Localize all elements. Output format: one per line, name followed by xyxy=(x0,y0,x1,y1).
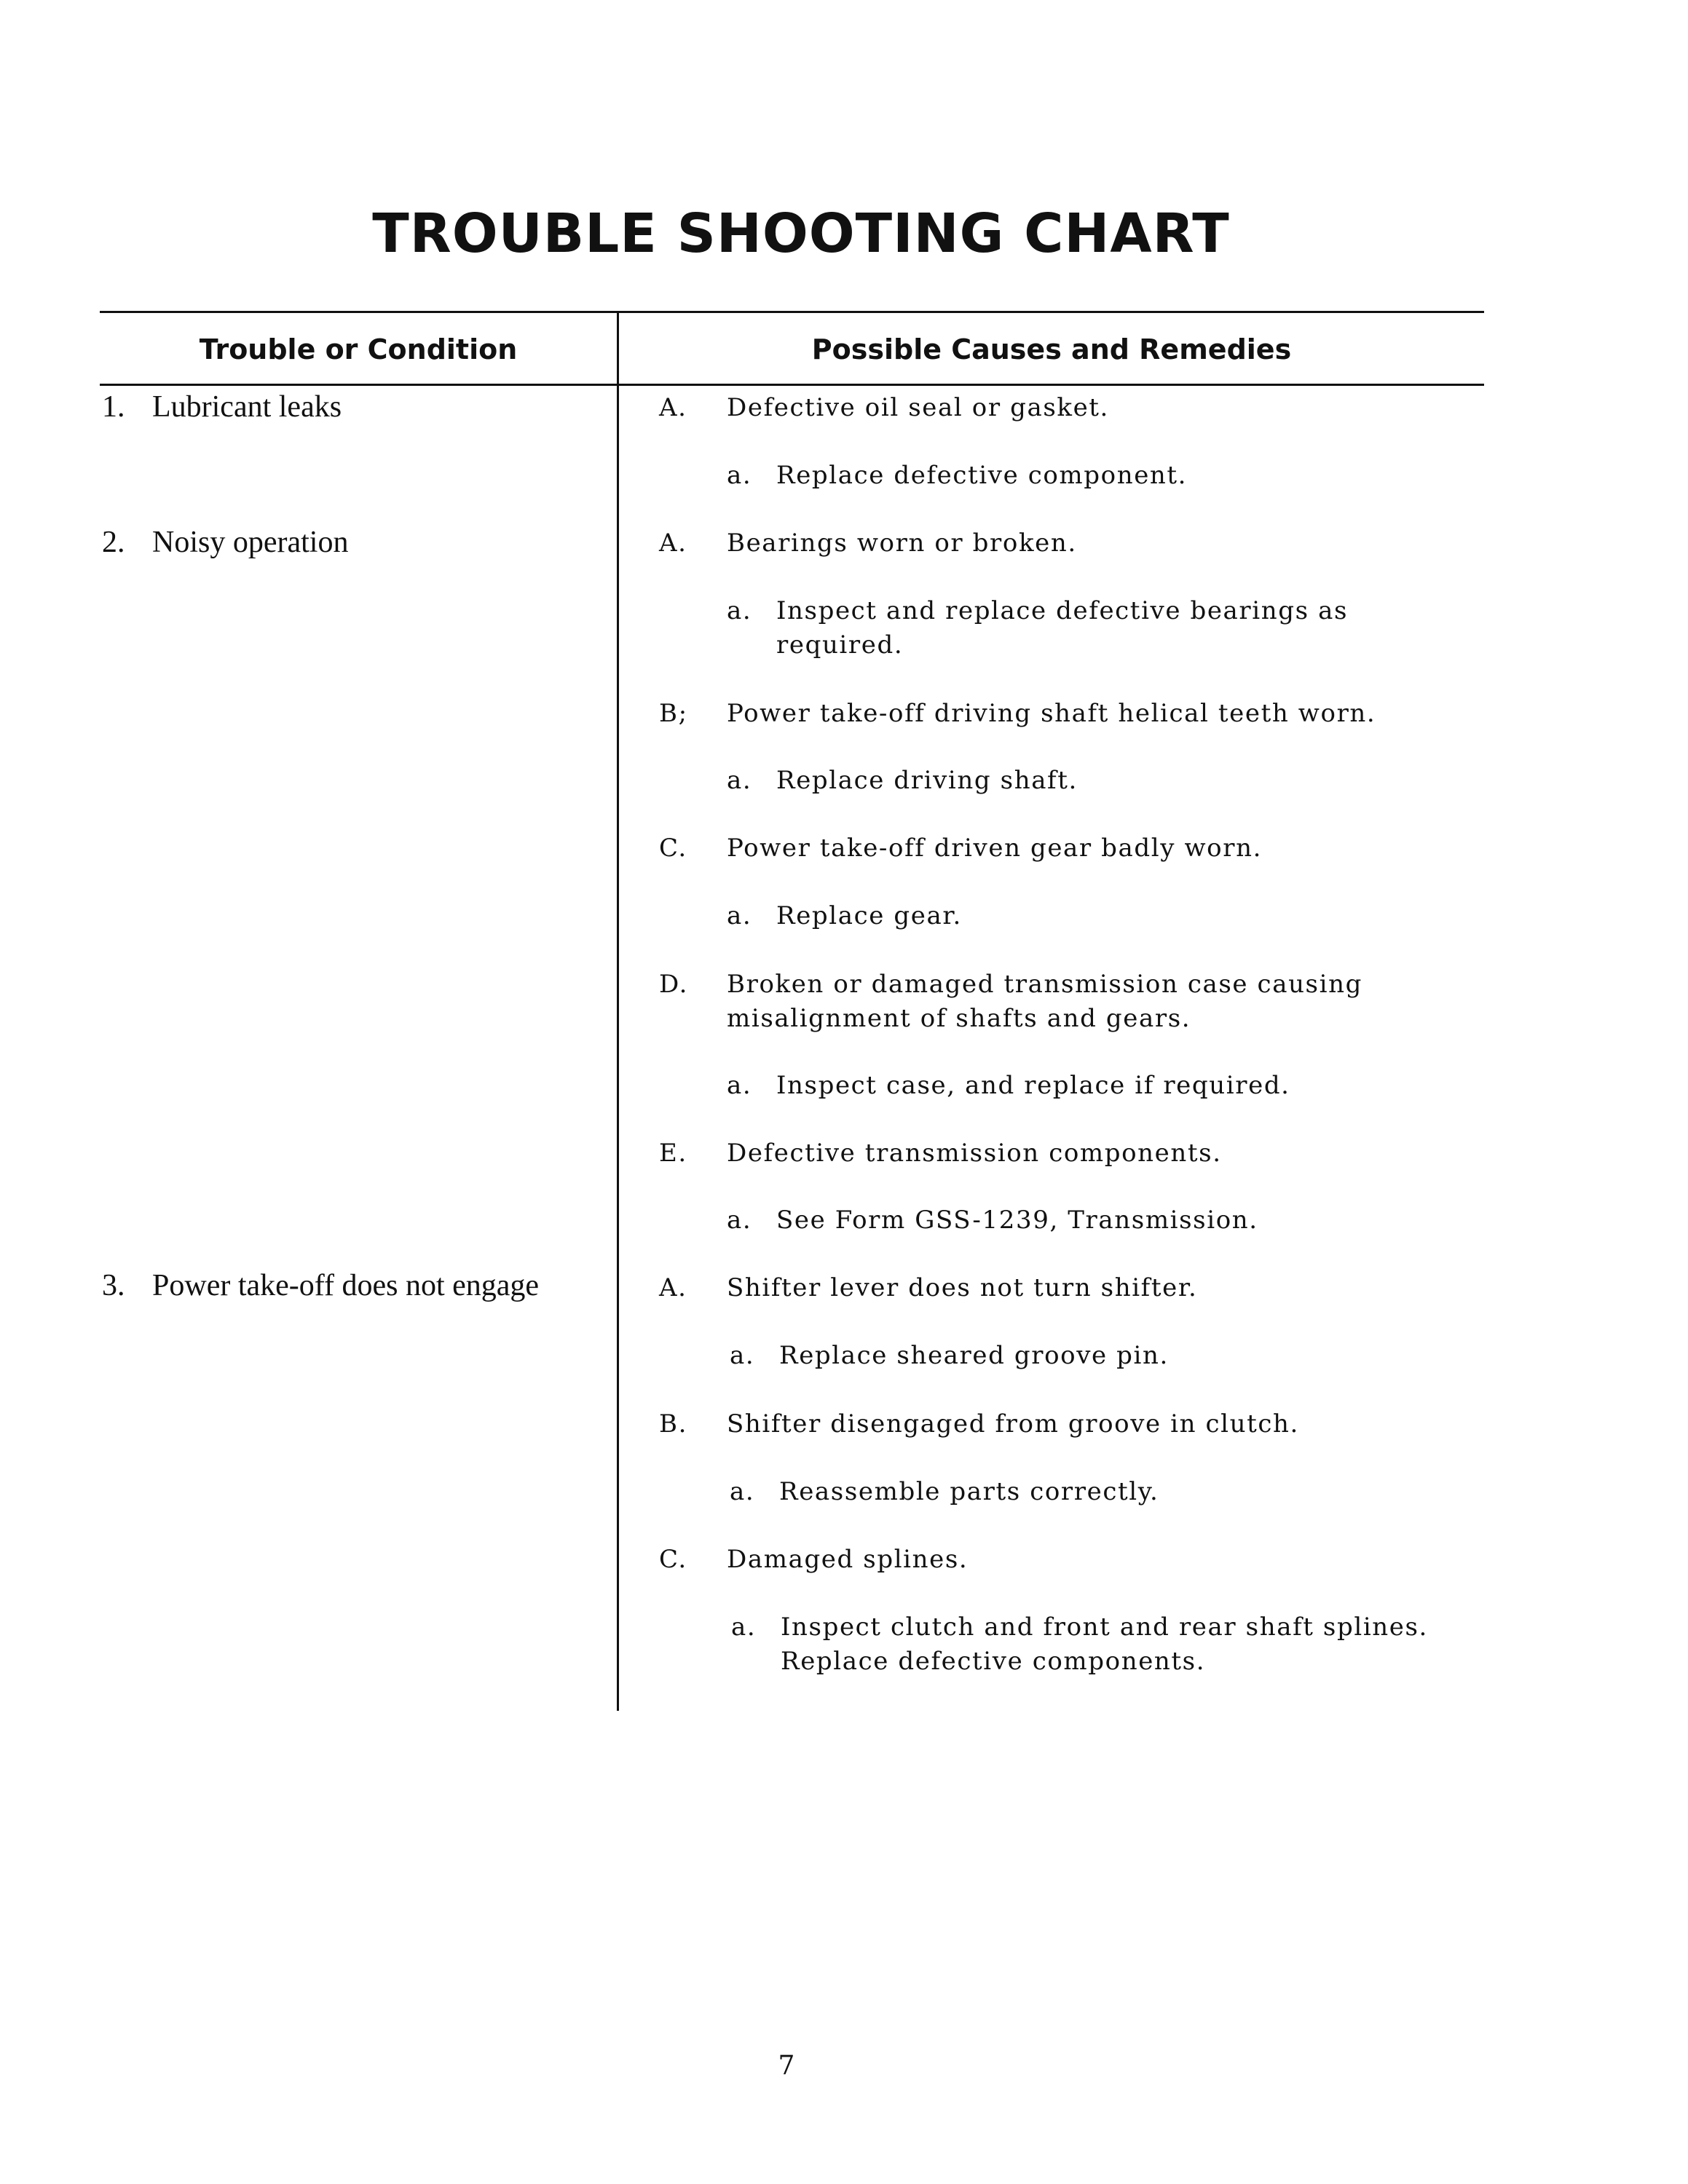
trouble-item xyxy=(102,389,604,424)
trouble-item xyxy=(102,1268,553,1303)
cause-letter: A. xyxy=(659,393,687,422)
cause-text: Power take-off driving shaft helical teeth worn. xyxy=(727,699,1376,728)
remedy-letter: a. xyxy=(727,1071,752,1100)
remedy-item xyxy=(730,1339,1487,1373)
cause-item xyxy=(659,831,1482,866)
remedy-text: Replace sheared groove pin. xyxy=(779,1341,1169,1370)
cause-item xyxy=(659,968,1467,1036)
remedy-text: Inspect case, and replace if required. xyxy=(776,1071,1290,1100)
remedy-item xyxy=(727,1203,1484,1238)
remedy-item xyxy=(727,1069,1484,1103)
remedy-text: Inspect clutch and front and rear shaft splines. Replace defective components. xyxy=(781,1613,1428,1676)
trouble-item xyxy=(102,525,604,560)
remedy-letter: a. xyxy=(731,1613,757,1642)
remedy-text: Replace defective component. xyxy=(776,461,1188,490)
cause-letter: C. xyxy=(659,1545,687,1574)
cause-letter: B; xyxy=(659,699,688,728)
cause-item xyxy=(659,1271,1482,1305)
remedy-item xyxy=(727,594,1440,662)
trouble-number: 1. xyxy=(102,390,125,424)
column-header-trouble: Trouble or Condition xyxy=(199,333,518,365)
cause-text: Bearings worn or broken. xyxy=(727,529,1077,558)
page-title: TROUBLE SHOOTING CHART xyxy=(372,202,1230,265)
remedy-item xyxy=(727,899,1484,933)
cause-letter: E. xyxy=(659,1139,687,1168)
remedy-letter: a. xyxy=(727,766,752,795)
trouble-text: Noisy operation xyxy=(152,526,349,559)
cause-text: Shifter lever does not turn shifter. xyxy=(727,1273,1198,1302)
cause-letter: A. xyxy=(659,1273,687,1302)
remedy-item xyxy=(727,764,1484,798)
cause-letter: D. xyxy=(659,970,689,999)
trouble-text: Power take-off does not engage xyxy=(152,1269,540,1302)
remedy-letter: a. xyxy=(730,1341,755,1370)
cause-text: Damaged splines. xyxy=(727,1545,969,1574)
cause-item xyxy=(659,526,1482,561)
remedy-text: Replace gear. xyxy=(776,901,962,930)
trouble-text: Lubricant leaks xyxy=(152,390,342,424)
remedy-text: Replace driving shaft. xyxy=(776,766,1078,795)
cause-text: Shifter disengaged from groove in clutch. xyxy=(727,1409,1299,1439)
cause-letter: A. xyxy=(659,529,687,558)
remedy-letter: a. xyxy=(727,461,752,490)
remedy-text: Reassemble parts correctly. xyxy=(779,1477,1159,1506)
remedy-text: See Form GSS-1239, Transmission. xyxy=(776,1206,1258,1235)
header-rule xyxy=(100,384,1484,386)
remedy-letter: a. xyxy=(727,901,752,930)
cause-item xyxy=(659,1407,1482,1441)
column-divider xyxy=(617,311,619,1711)
trouble-number: 2. xyxy=(102,526,125,559)
cause-text: Defective transmission components. xyxy=(727,1139,1222,1168)
cause-text: Power take-off driven gear badly worn. xyxy=(727,834,1263,863)
cause-text: Defective oil seal or gasket. xyxy=(727,393,1109,422)
cause-letter: C. xyxy=(659,834,687,863)
remedy-item xyxy=(730,1475,1487,1509)
cause-item xyxy=(659,391,1482,425)
top-rule xyxy=(100,311,1484,313)
column-header-causes: Possible Causes and Remedies xyxy=(811,333,1292,365)
remedy-item xyxy=(731,1610,1445,1679)
cause-letter: B. xyxy=(659,1409,687,1439)
cause-item xyxy=(659,1136,1482,1171)
remedy-letter: a. xyxy=(730,1477,755,1506)
cause-text: Broken or damaged transmission case causing misalignment of shafts and gears. xyxy=(727,970,1362,1033)
remedy-item xyxy=(727,459,1484,493)
remedy-letter: a. xyxy=(727,1206,752,1235)
remedy-letter: a. xyxy=(727,596,752,625)
cause-item xyxy=(659,1543,1482,1577)
remedy-text: Inspect and replace defective bearings as required. xyxy=(776,596,1348,660)
page-number: 7 xyxy=(778,2051,795,2081)
cause-item xyxy=(659,697,1482,731)
trouble-number: 3. xyxy=(102,1269,125,1302)
